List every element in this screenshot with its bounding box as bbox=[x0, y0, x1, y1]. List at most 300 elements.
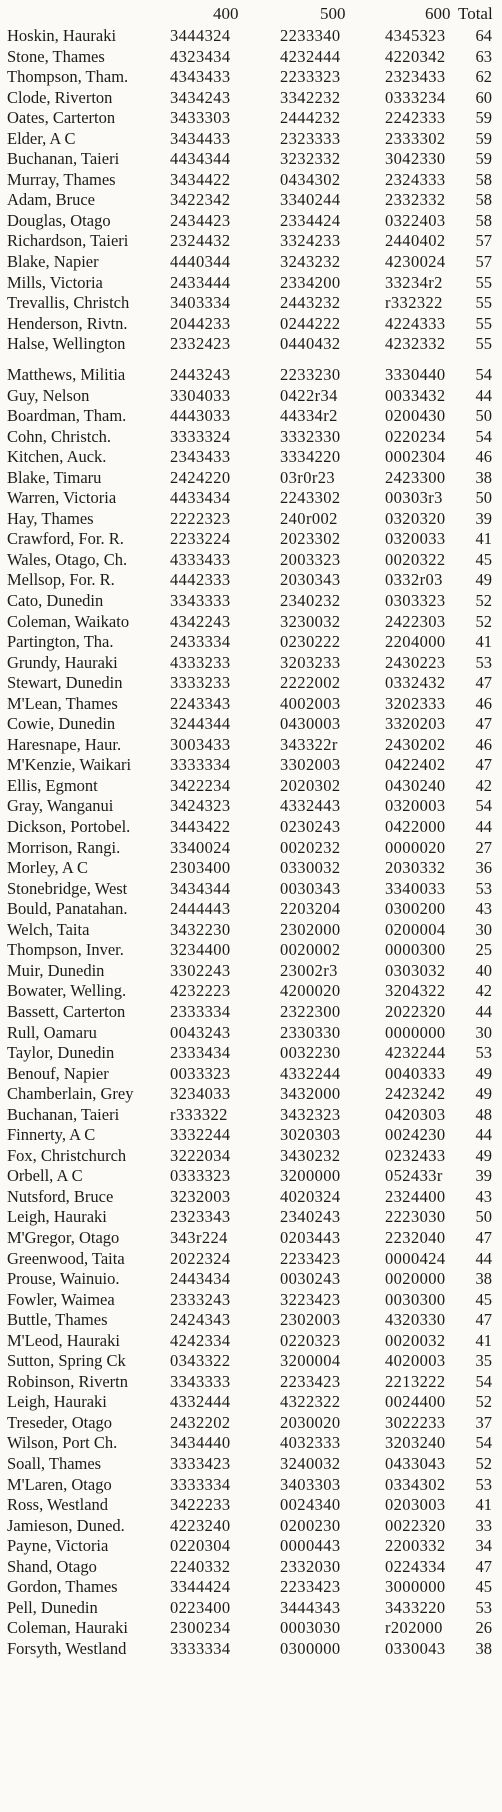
score-600-yards: 0303032 bbox=[385, 960, 446, 980]
score-row bbox=[0, 755, 502, 776]
competitor-name: Prouse, Wainuio. bbox=[7, 1269, 120, 1289]
competitor-name: Fowler, Waimea bbox=[7, 1289, 115, 1309]
score-600-yards: 4224333 bbox=[385, 313, 446, 333]
score-row bbox=[0, 858, 502, 879]
competitor-name: Morrison, Rangi. bbox=[7, 837, 121, 857]
score-row bbox=[0, 570, 502, 591]
score-500-yards: 3302003 bbox=[280, 755, 341, 775]
score-row bbox=[0, 1577, 502, 1598]
score-500-yards: 0330032 bbox=[280, 858, 341, 878]
score-row bbox=[0, 211, 502, 232]
score-row bbox=[0, 1105, 502, 1126]
total-score: 55 bbox=[475, 272, 492, 292]
score-row bbox=[0, 1146, 502, 1167]
score-row bbox=[0, 149, 502, 170]
score-row bbox=[0, 88, 502, 109]
competitor-name: Blake, Napier bbox=[7, 252, 99, 272]
score-500-yards: 2030020 bbox=[280, 1412, 341, 1432]
score-400-yards: 3332244 bbox=[170, 1125, 231, 1145]
score-600-yards: 0320320 bbox=[385, 508, 446, 528]
competitor-name: Taylor, Dunedin bbox=[7, 1043, 115, 1063]
score-row bbox=[0, 1125, 502, 1146]
score-500-yards: 4322322 bbox=[280, 1392, 341, 1412]
score-500-yards: 2222002 bbox=[280, 673, 341, 693]
score-row bbox=[0, 273, 502, 294]
score-600-yards: 0422402 bbox=[385, 755, 446, 775]
score-500-yards: 4332244 bbox=[280, 1063, 341, 1083]
competitor-name: Trevallis, Christch bbox=[7, 293, 130, 313]
score-row bbox=[0, 550, 502, 571]
score-600-yards: 2430202 bbox=[385, 734, 446, 754]
total-score: 50 bbox=[475, 488, 492, 508]
score-400-yards: 2432202 bbox=[170, 1412, 231, 1432]
score-400-yards: 3433303 bbox=[170, 108, 231, 128]
score-500-yards: 4032333 bbox=[280, 1433, 341, 1453]
competitor-name: Grundy, Hauraki bbox=[7, 652, 118, 672]
score-600-yards: 0033432 bbox=[385, 385, 446, 405]
competitor-name: Douglas, Otago bbox=[7, 210, 111, 230]
competitor-name: Ross, Westland bbox=[7, 1495, 109, 1515]
score-row bbox=[0, 386, 502, 407]
score-600-yards: 2323433 bbox=[385, 67, 446, 87]
score-500-yards: 0220323 bbox=[280, 1330, 341, 1350]
total-score: 57 bbox=[475, 252, 492, 272]
score-600-yards: 2332332 bbox=[385, 190, 446, 210]
total-score: 54 bbox=[475, 1433, 492, 1453]
total-score: 49 bbox=[475, 570, 492, 590]
score-row bbox=[0, 1331, 502, 1352]
competitor-name: Payne, Victoria bbox=[7, 1536, 109, 1556]
total-score: 44 bbox=[475, 1248, 492, 1268]
score-400-yards: 3424323 bbox=[170, 796, 231, 816]
total-score: 59 bbox=[475, 149, 492, 169]
score-500-yards: 3403303 bbox=[280, 1474, 341, 1494]
score-600-yards: r332322 bbox=[385, 293, 443, 313]
score-600-yards: 0420303 bbox=[385, 1104, 446, 1124]
score-500-yards: 2444232 bbox=[280, 108, 341, 128]
score-500-yards: 03r0r23 bbox=[280, 467, 336, 487]
score-400-yards: r333322 bbox=[170, 1104, 228, 1124]
score-500-yards: 44334r2 bbox=[280, 406, 338, 426]
competitor-name: Cohn, Christch. bbox=[7, 426, 112, 446]
total-score: 47 bbox=[475, 714, 492, 734]
score-400-yards: 3343333 bbox=[170, 591, 231, 611]
score-row bbox=[0, 1495, 502, 1516]
score-600-yards: 3320203 bbox=[385, 714, 446, 734]
score-500-yards: 2332030 bbox=[280, 1556, 341, 1576]
score-row bbox=[0, 612, 502, 633]
score-600-yards: 2324400 bbox=[385, 1186, 446, 1206]
competitor-name: Warren, Victoria bbox=[7, 488, 117, 508]
competitor-name: Mills, Victoria bbox=[7, 272, 103, 292]
score-row bbox=[0, 406, 502, 427]
total-score: 53 bbox=[475, 1043, 492, 1063]
score-600-yards: 3000000 bbox=[385, 1577, 446, 1597]
score-500-yards: 0203443 bbox=[280, 1227, 341, 1247]
score-400-yards: 2022324 bbox=[170, 1248, 231, 1268]
score-400-yards: 0043243 bbox=[170, 1022, 231, 1042]
score-600-yards: 2213222 bbox=[385, 1371, 446, 1391]
score-row bbox=[0, 714, 502, 735]
competitor-name: Haresnape, Haur. bbox=[7, 734, 122, 754]
score-500-yards: 0300000 bbox=[280, 1638, 341, 1658]
total-score: 53 bbox=[475, 1474, 492, 1494]
header-total: Total bbox=[458, 4, 493, 23]
score-600-yards: 2200332 bbox=[385, 1536, 446, 1556]
score-600-yards: 2204000 bbox=[385, 632, 446, 652]
score-600-yards: 4345323 bbox=[385, 26, 446, 45]
score-400-yards: 4440344 bbox=[170, 252, 231, 272]
total-score: 58 bbox=[475, 190, 492, 210]
competitor-name: Shand, Otago bbox=[7, 1556, 97, 1576]
score-row bbox=[0, 817, 502, 838]
score-row bbox=[0, 26, 502, 47]
score-500-yards: 2340243 bbox=[280, 1207, 341, 1227]
score-row bbox=[0, 314, 502, 335]
competitor-name: Stewart, Dunedin bbox=[7, 673, 123, 693]
total-score: 53 bbox=[475, 878, 492, 898]
score-500-yards: 3334220 bbox=[280, 447, 341, 467]
score-500-yards: 2233323 bbox=[280, 67, 341, 87]
score-600-yards: 0220234 bbox=[385, 426, 446, 446]
score-600-yards: 0000300 bbox=[385, 940, 446, 960]
score-500-yards: 4200020 bbox=[280, 981, 341, 1001]
score-600-yards: 4232244 bbox=[385, 1043, 446, 1063]
total-score: 46 bbox=[475, 693, 492, 713]
score-row bbox=[0, 1454, 502, 1475]
score-400-yards: 3333334 bbox=[170, 1638, 231, 1658]
score-400-yards: 2240332 bbox=[170, 1556, 231, 1576]
total-score: 25 bbox=[475, 940, 492, 960]
total-score: 35 bbox=[475, 1351, 492, 1371]
competitor-name: M'Gregor, Otago bbox=[7, 1227, 120, 1247]
score-400-yards: 4333233 bbox=[170, 652, 231, 672]
score-500-yards: 0422r34 bbox=[280, 385, 338, 405]
score-row bbox=[0, 365, 502, 386]
score-600-yards: 4320330 bbox=[385, 1310, 446, 1330]
score-500-yards: 3232332 bbox=[280, 149, 341, 169]
score-400-yards: 2443434 bbox=[170, 1269, 231, 1289]
score-600-yards: 00303r3 bbox=[385, 488, 443, 508]
score-500-yards: 0244222 bbox=[280, 313, 341, 333]
score-500-yards: 0024340 bbox=[280, 1495, 341, 1515]
total-score: 37 bbox=[475, 1412, 492, 1432]
score-400-yards: 4323434 bbox=[170, 46, 231, 66]
total-score: 42 bbox=[475, 981, 492, 1001]
score-400-yards: 2424220 bbox=[170, 467, 231, 487]
score-400-yards: 2343433 bbox=[170, 447, 231, 467]
score-row bbox=[0, 920, 502, 941]
score-row bbox=[0, 67, 502, 88]
score-row bbox=[0, 1207, 502, 1228]
score-row bbox=[0, 1310, 502, 1331]
competitor-name: Treseder, Otago bbox=[7, 1412, 113, 1432]
total-score: 58 bbox=[475, 210, 492, 230]
total-score: 39 bbox=[475, 1166, 492, 1186]
score-500-yards: 3200000 bbox=[280, 1166, 341, 1186]
score-400-yards: 3302243 bbox=[170, 960, 231, 980]
competitor-name: Muir, Dunedin bbox=[7, 960, 105, 980]
score-500-yards: 3432000 bbox=[280, 1084, 341, 1104]
total-score: 55 bbox=[475, 293, 492, 313]
score-600-yards: 2422303 bbox=[385, 611, 446, 631]
score-600-yards: r202000 bbox=[385, 1618, 443, 1638]
total-score: 63 bbox=[475, 46, 492, 66]
score-row bbox=[0, 899, 502, 920]
score-row bbox=[0, 653, 502, 674]
score-row bbox=[0, 427, 502, 448]
score-600-yards: 3204322 bbox=[385, 981, 446, 1001]
score-400-yards: 3232003 bbox=[170, 1186, 231, 1206]
score-500-yards: 2302003 bbox=[280, 1310, 341, 1330]
header-500-yards: 500 bbox=[320, 4, 346, 23]
total-score: 52 bbox=[475, 591, 492, 611]
score-500-yards: 4002003 bbox=[280, 693, 341, 713]
header-600-yards: 600 bbox=[425, 4, 451, 23]
competitor-name: Sutton, Spring Ck bbox=[7, 1351, 126, 1371]
score-row bbox=[0, 334, 502, 355]
score-400-yards: 3444324 bbox=[170, 26, 231, 45]
total-score: 47 bbox=[475, 1227, 492, 1247]
score-600-yards: 0232433 bbox=[385, 1145, 446, 1165]
score-400-yards: 2434423 bbox=[170, 210, 231, 230]
score-row bbox=[0, 981, 502, 1002]
competitor-name: Nutsford, Bruce bbox=[7, 1186, 114, 1206]
header-400-yards: 400 bbox=[213, 4, 239, 23]
total-score: 33 bbox=[475, 1515, 492, 1535]
score-400-yards: 2233224 bbox=[170, 529, 231, 549]
competitor-name: Matthews, Militia bbox=[7, 365, 126, 384]
competitor-name: Partington, Tha. bbox=[7, 632, 114, 652]
score-500-yards: 3203233 bbox=[280, 652, 341, 672]
total-score: 52 bbox=[475, 1453, 492, 1473]
score-600-yards: 2423242 bbox=[385, 1084, 446, 1104]
score-400-yards: 2044233 bbox=[170, 313, 231, 333]
score-row bbox=[0, 1064, 502, 1085]
total-score: 36 bbox=[475, 858, 492, 878]
score-500-yards: 3430232 bbox=[280, 1145, 341, 1165]
competitor-name: Gray, Wanganui bbox=[7, 796, 114, 816]
total-score: 41 bbox=[475, 529, 492, 549]
competitor-name: Benouf, Napier bbox=[7, 1063, 109, 1083]
score-500-yards: 240r002 bbox=[280, 508, 338, 528]
total-score: 41 bbox=[475, 1330, 492, 1350]
score-400-yards: 3443422 bbox=[170, 817, 231, 837]
score-600-yards: 0022320 bbox=[385, 1515, 446, 1535]
competitor-name: Halse, Wellington bbox=[7, 334, 126, 354]
score-600-yards: 0300200 bbox=[385, 899, 446, 919]
score-600-yards: 4020003 bbox=[385, 1351, 446, 1371]
competitor-name: Coleman, Hauraki bbox=[7, 1618, 128, 1638]
score-400-yards: 0333323 bbox=[170, 1166, 231, 1186]
score-600-yards: 3330440 bbox=[385, 365, 446, 384]
competitor-name: Oates, Carterton bbox=[7, 108, 116, 128]
score-500-yards: 2203204 bbox=[280, 899, 341, 919]
score-row bbox=[0, 1228, 502, 1249]
score-600-yards: 2022320 bbox=[385, 1001, 446, 1021]
competitor-name: Greenwood, Taita bbox=[7, 1248, 125, 1268]
total-score: 30 bbox=[475, 919, 492, 939]
total-score: 38 bbox=[475, 467, 492, 487]
score-500-yards: 2340232 bbox=[280, 591, 341, 611]
score-600-yards: 0200004 bbox=[385, 919, 446, 939]
competitor-name: Crawford, For. R. bbox=[7, 529, 124, 549]
score-500-yards: 3223423 bbox=[280, 1289, 341, 1309]
total-score: 50 bbox=[475, 406, 492, 426]
score-600-yards: 2423300 bbox=[385, 467, 446, 487]
total-score: 27 bbox=[475, 837, 492, 857]
score-500-yards: 0000443 bbox=[280, 1536, 341, 1556]
score-600-yards: 0303323 bbox=[385, 591, 446, 611]
score-500-yards: 2023302 bbox=[280, 529, 341, 549]
total-score: 58 bbox=[475, 169, 492, 189]
score-600-yards: 2333302 bbox=[385, 128, 446, 148]
competitor-name: Elder, A C bbox=[7, 128, 76, 148]
total-score: 40 bbox=[475, 960, 492, 980]
score-600-yards: 0430240 bbox=[385, 775, 446, 795]
score-600-yards: 4232332 bbox=[385, 334, 446, 354]
competitor-name: Stonebridge, West bbox=[7, 878, 128, 898]
total-score: 55 bbox=[475, 334, 492, 354]
total-score: 46 bbox=[475, 447, 492, 467]
score-500-yards: 3243232 bbox=[280, 252, 341, 272]
score-600-yards: 0322403 bbox=[385, 210, 446, 230]
total-score: 41 bbox=[475, 632, 492, 652]
score-600-yards: 3340033 bbox=[385, 878, 446, 898]
score-400-yards: 3434344 bbox=[170, 878, 231, 898]
score-row bbox=[0, 231, 502, 252]
score-500-yards: 2003323 bbox=[280, 549, 341, 569]
total-score: 47 bbox=[475, 1556, 492, 1576]
score-row bbox=[0, 1084, 502, 1105]
score-600-yards: 0332432 bbox=[385, 673, 446, 693]
score-row bbox=[0, 1433, 502, 1454]
score-row bbox=[0, 632, 502, 653]
score-400-yards: 3422342 bbox=[170, 190, 231, 210]
score-400-yards: 2243343 bbox=[170, 693, 231, 713]
score-400-yards: 4332444 bbox=[170, 1392, 231, 1412]
competitor-name: Hay, Thames bbox=[7, 508, 94, 528]
score-400-yards: 4434344 bbox=[170, 149, 231, 169]
competitor-name: Thompson, Inver. bbox=[7, 940, 124, 960]
score-row bbox=[0, 447, 502, 468]
score-400-yards: 3422233 bbox=[170, 1495, 231, 1515]
score-500-yards: 2030343 bbox=[280, 570, 341, 590]
score-400-yards: 3234033 bbox=[170, 1084, 231, 1104]
score-400-yards: 2333434 bbox=[170, 1043, 231, 1063]
total-score: 59 bbox=[475, 128, 492, 148]
total-score: 60 bbox=[475, 87, 492, 107]
competitor-name: Chamberlain, Grey bbox=[7, 1084, 134, 1104]
competitor-name: Thompson, Tham. bbox=[7, 67, 129, 87]
score-row bbox=[0, 1536, 502, 1557]
total-score: 54 bbox=[475, 1371, 492, 1391]
score-400-yards: 3222034 bbox=[170, 1145, 231, 1165]
score-500-yards: 3324233 bbox=[280, 231, 341, 251]
score-row bbox=[0, 1043, 502, 1064]
score-500-yards: 0030343 bbox=[280, 878, 341, 898]
competitor-name: Buchanan, Taieri bbox=[7, 149, 120, 169]
score-500-yards: 2334200 bbox=[280, 272, 341, 292]
score-600-yards: 2242333 bbox=[385, 108, 446, 128]
competitor-name: Fox, Christchurch bbox=[7, 1145, 127, 1165]
competitor-name: Boardman, Tham. bbox=[7, 406, 127, 426]
score-400-yards: 3244344 bbox=[170, 714, 231, 734]
score-600-yards: 2440402 bbox=[385, 231, 446, 251]
score-section-top bbox=[0, 26, 502, 355]
total-score: 52 bbox=[475, 1392, 492, 1412]
score-row bbox=[0, 1002, 502, 1023]
score-500-yards: 3340244 bbox=[280, 190, 341, 210]
total-score: 26 bbox=[475, 1618, 492, 1638]
competitor-name: Bowater, Welling. bbox=[7, 981, 127, 1001]
score-600-yards: 4230024 bbox=[385, 252, 446, 272]
score-600-yards: 2223030 bbox=[385, 1207, 446, 1227]
competitor-name: Adam, Bruce bbox=[7, 190, 95, 210]
competitor-name: M'Laren, Otago bbox=[7, 1474, 112, 1494]
score-400-yards: 4223240 bbox=[170, 1515, 231, 1535]
score-row bbox=[0, 1475, 502, 1496]
score-row bbox=[0, 1618, 502, 1639]
total-score: 38 bbox=[475, 1269, 492, 1289]
score-500-yards: 4332443 bbox=[280, 796, 341, 816]
competitor-name: Soall, Thames bbox=[7, 1453, 102, 1473]
score-600-yards: 3203240 bbox=[385, 1433, 446, 1453]
score-500-yards: 2233423 bbox=[280, 1577, 341, 1597]
score-500-yards: 0434302 bbox=[280, 169, 341, 189]
score-400-yards: 2222323 bbox=[170, 508, 231, 528]
score-row bbox=[0, 694, 502, 715]
score-500-yards: 2233423 bbox=[280, 1371, 341, 1391]
total-score: 53 bbox=[475, 1597, 492, 1617]
competitor-name: Hoskin, Hauraki bbox=[7, 26, 117, 45]
score-600-yards: 2430223 bbox=[385, 652, 446, 672]
score-600-yards: 0334302 bbox=[385, 1474, 446, 1494]
score-500-yards: 3200004 bbox=[280, 1351, 341, 1371]
total-score: 44 bbox=[475, 817, 492, 837]
score-500-yards: 3230032 bbox=[280, 611, 341, 631]
score-600-yards: 0320033 bbox=[385, 529, 446, 549]
score-500-yards: 0440432 bbox=[280, 334, 341, 354]
total-score: 45 bbox=[475, 1289, 492, 1309]
score-400-yards: 3333334 bbox=[170, 755, 231, 775]
competitor-name: Forsyth, Westland bbox=[7, 1638, 127, 1658]
score-400-yards: 3343333 bbox=[170, 1371, 231, 1391]
score-600-yards: 0024230 bbox=[385, 1125, 446, 1145]
competitor-name: Gordon, Thames bbox=[7, 1577, 118, 1597]
score-600-yards: 0020000 bbox=[385, 1269, 446, 1289]
score-400-yards: 4343433 bbox=[170, 67, 231, 87]
score-row bbox=[0, 1166, 502, 1187]
total-score: 47 bbox=[475, 673, 492, 693]
score-500-yards: 2330330 bbox=[280, 1022, 341, 1042]
total-score: 57 bbox=[475, 231, 492, 251]
score-500-yards: 2323333 bbox=[280, 128, 341, 148]
total-score: 34 bbox=[475, 1536, 492, 1556]
score-400-yards: 3333324 bbox=[170, 426, 231, 446]
total-score: 48 bbox=[475, 1104, 492, 1124]
competitor-name: Leigh, Hauraki bbox=[7, 1392, 107, 1412]
competitor-name: M'Leod, Hauraki bbox=[7, 1330, 120, 1350]
score-row bbox=[0, 108, 502, 129]
score-row bbox=[0, 47, 502, 68]
score-400-yards: 3434243 bbox=[170, 87, 231, 107]
score-500-yards: 3432323 bbox=[280, 1104, 341, 1124]
score-row bbox=[0, 796, 502, 817]
score-600-yards: 0024400 bbox=[385, 1392, 446, 1412]
score-400-yards: 2333334 bbox=[170, 1001, 231, 1021]
score-400-yards: 2433334 bbox=[170, 632, 231, 652]
